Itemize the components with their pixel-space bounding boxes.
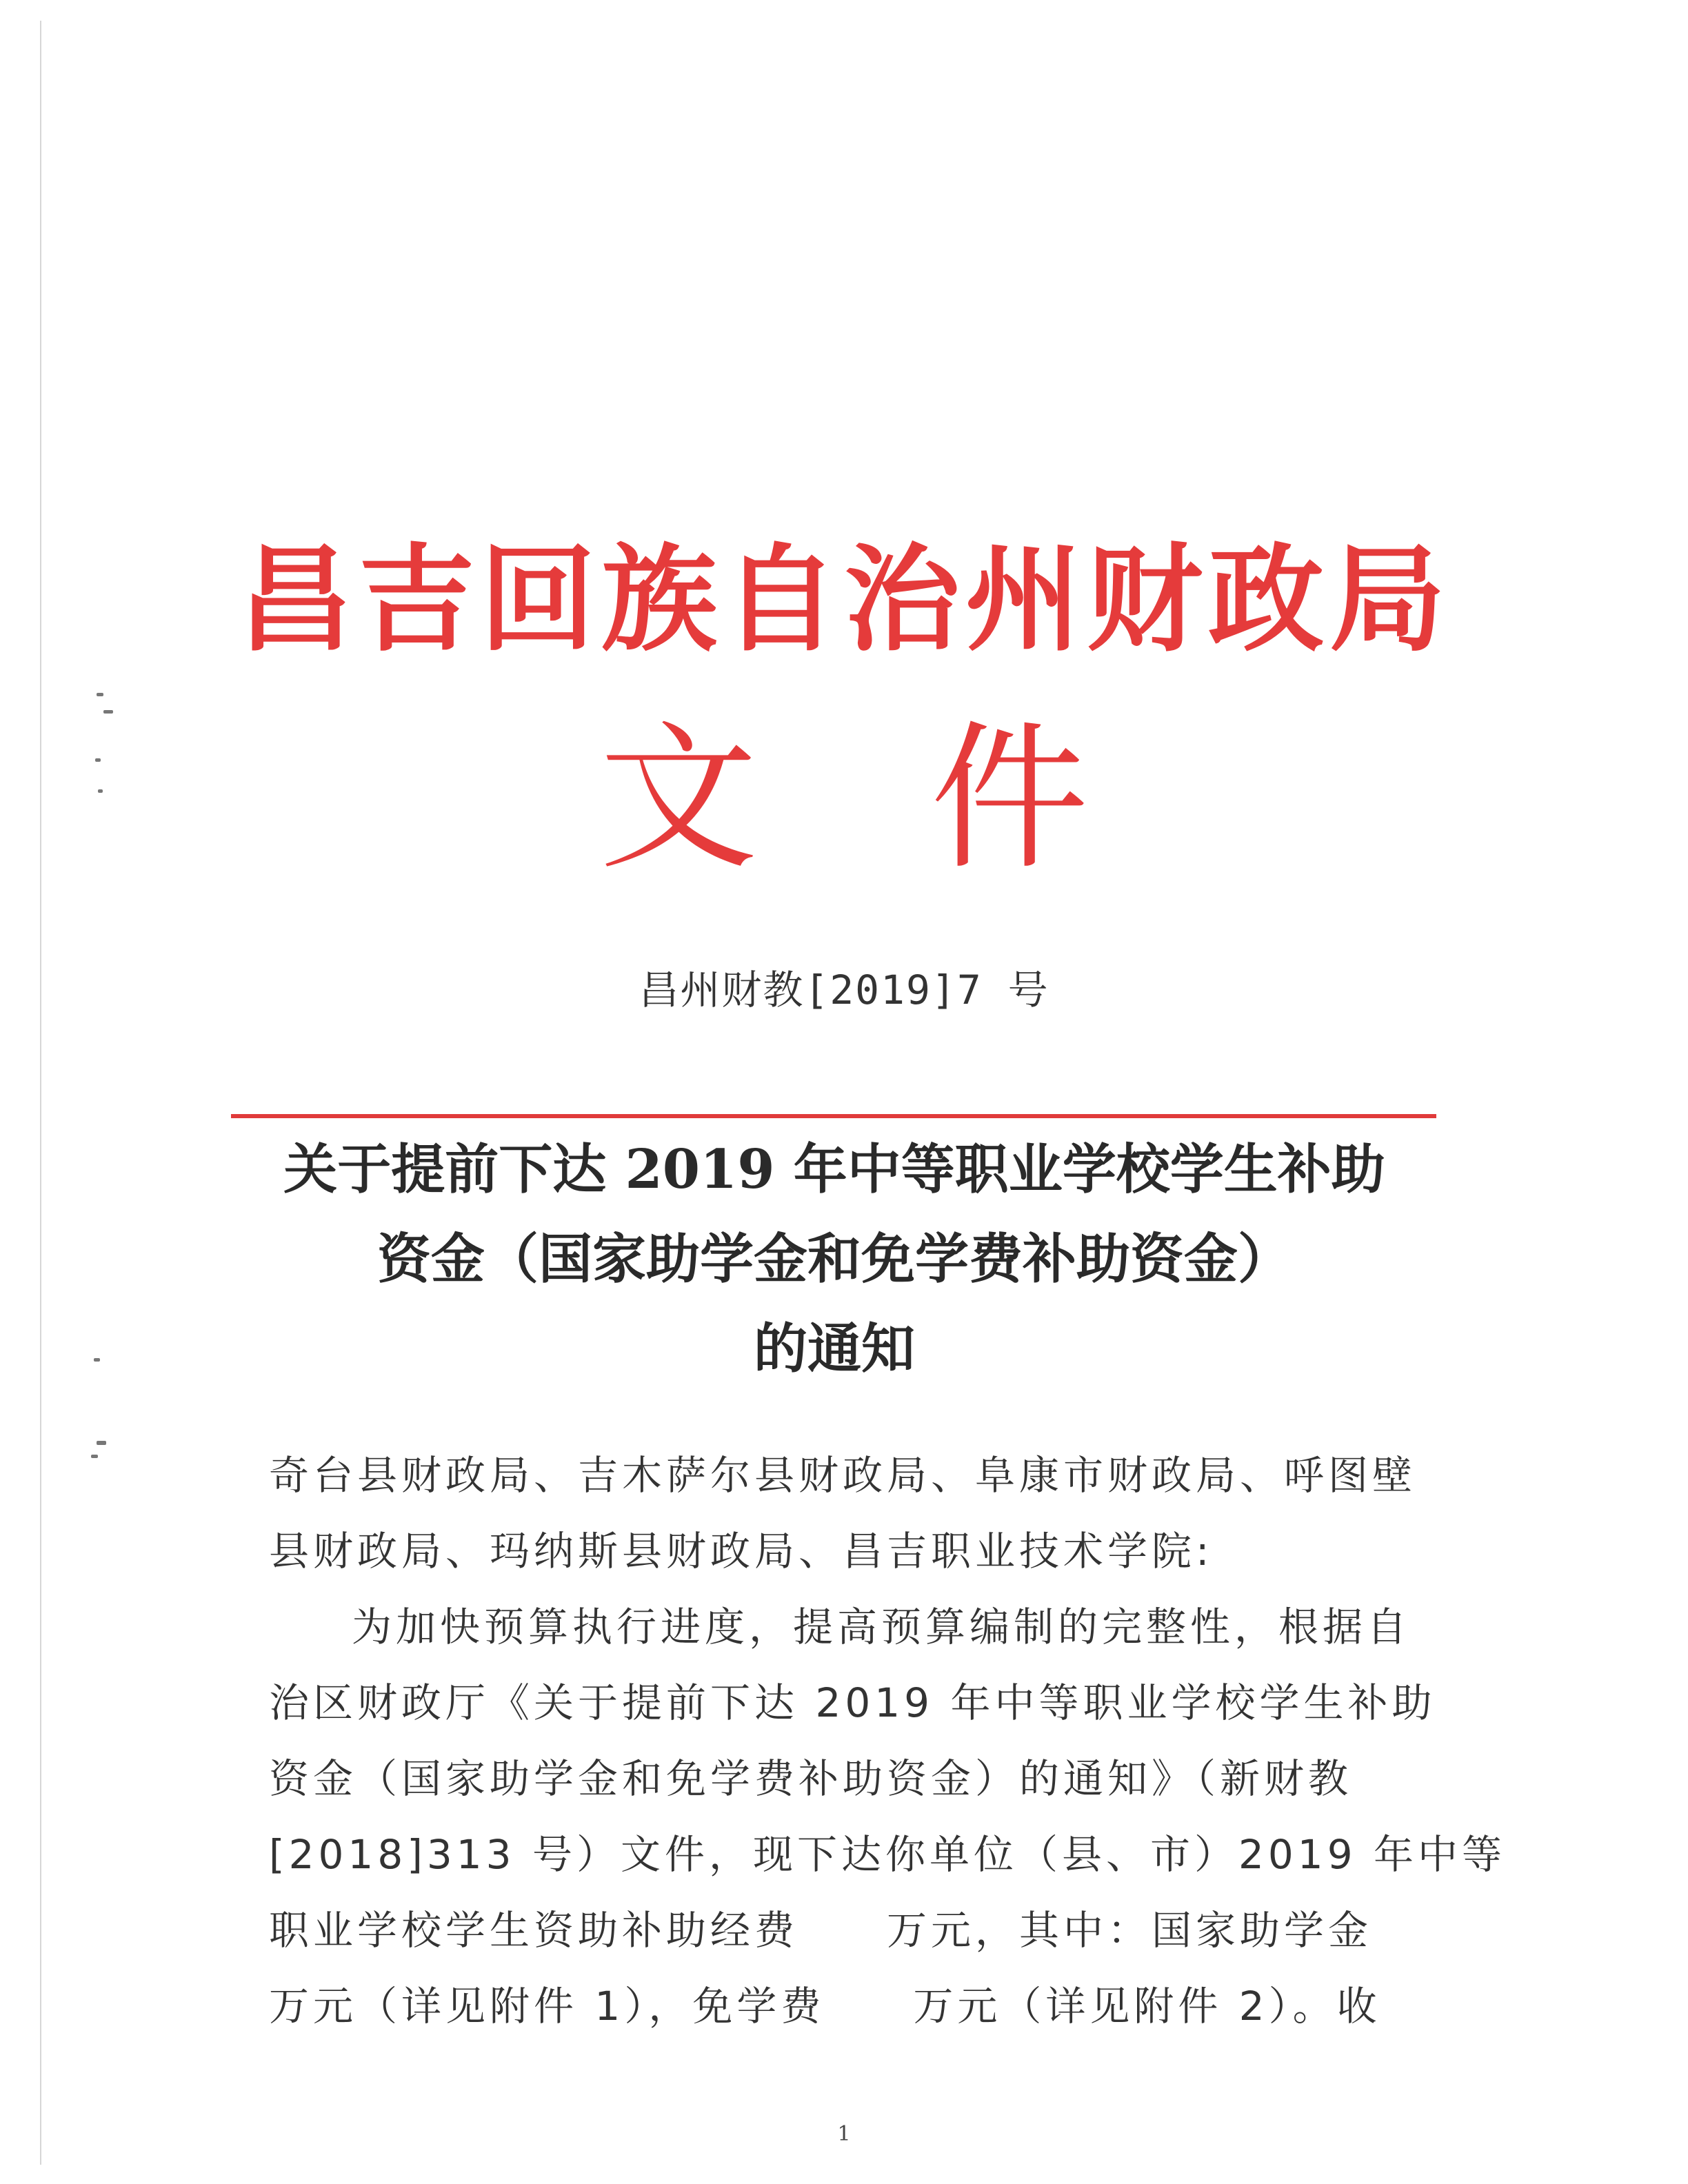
doc-type-char: 件 xyxy=(930,707,1089,891)
recipients-line: 县财政局、玛纳斯县财政局、昌吉职业技术学院: xyxy=(269,1528,1214,1575)
paragraph-line: [2018]313 号）文件，现下达你单位（县、市）2019 年中等 xyxy=(269,1831,1507,1878)
scan-speck xyxy=(94,1358,100,1362)
issuing-authority: 昌吉回族自治州财政局 xyxy=(237,532,1451,667)
document-title xyxy=(234,1125,1434,1394)
red-separator-line xyxy=(231,1114,1436,1118)
paragraph-line: 资金（国家助学金和免学费补助资金）的通知》（新财教 xyxy=(269,1755,1353,1802)
paragraph-line: 治区财政厅《关于提前下达 2019 年中等职业学校学生补助 xyxy=(269,1679,1436,1726)
title-line: 的通知 xyxy=(753,1317,915,1380)
paragraph-line: 职业学校学生资助补助经费 万元，其中：国家助学金 xyxy=(269,1907,1373,1954)
title-line: 关于提前下达 2019 年中等职业学校学生补助 xyxy=(283,1138,1385,1201)
document-body xyxy=(269,1437,1507,2044)
page-number: 1 xyxy=(837,2122,851,2146)
scan-speck xyxy=(97,693,103,696)
scan-speck xyxy=(97,1441,106,1445)
binding-edge-line xyxy=(40,21,41,2165)
doc-type-char: 文 xyxy=(599,707,758,891)
document-number: 昌州财教[2019]7 号 xyxy=(639,967,1049,1013)
recipients-line: 奇台县财政局、吉木萨尔县财政局、阜康市财政局、呼图壁 xyxy=(269,1452,1417,1499)
title-line: 资金（国家助学金和免学费补助资金） xyxy=(376,1228,1292,1291)
paragraph-line: 为加快预算执行进度，提高预算编制的完整性，根据自 xyxy=(352,1604,1411,1650)
scan-speck xyxy=(91,1455,98,1458)
document-type-heading xyxy=(0,707,1688,891)
paragraph-line: 万元（详见附件 1），免学费 万元（详见附件 2）。收 xyxy=(269,1983,1381,2030)
